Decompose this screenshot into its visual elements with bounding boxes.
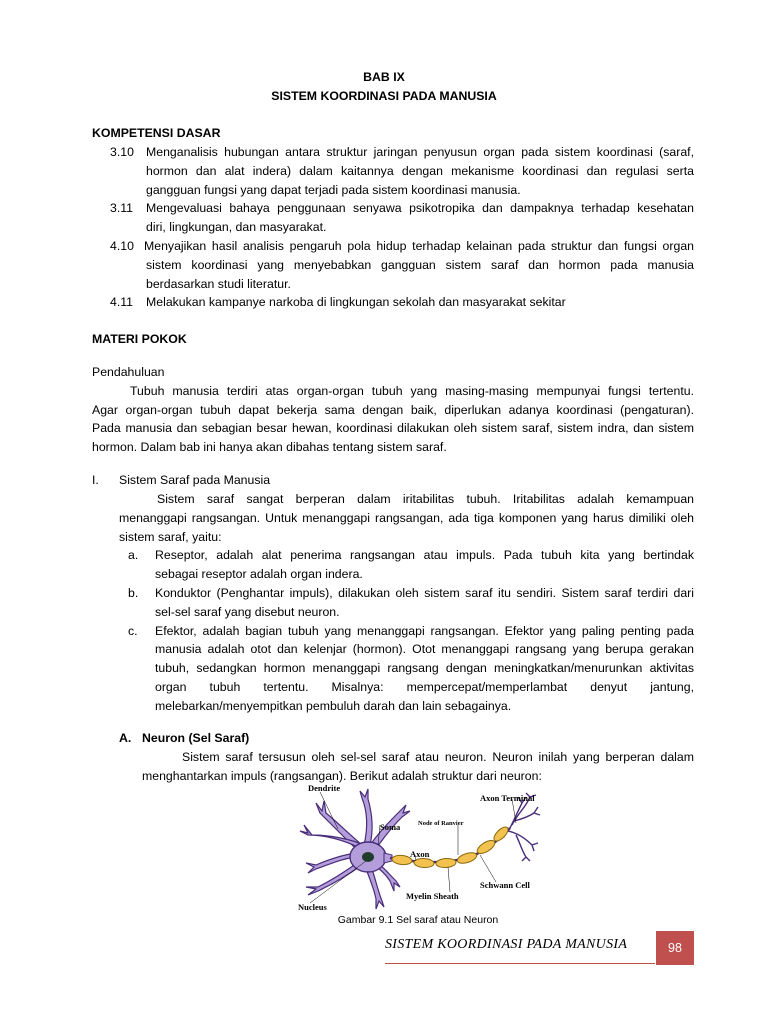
intro-line: hormon. Dalam bab ini hanya akan dibahas tentang sistem saraf. — [92, 440, 447, 454]
kd-line: sistem koordinasi yang menyebabkan gangguan sistem saraf dan hormon pada manusia — [146, 258, 694, 272]
kd-number: 3.10 — [110, 145, 134, 159]
label-soma: Soma — [380, 822, 401, 832]
section-heading: Sistem Saraf pada Manusia — [119, 473, 271, 487]
page-number: 98 — [668, 941, 682, 955]
section-line: menanggapi rangsangan. Untuk menanggapi rangsangan, ada tiga komponen yang harus dimiliki oleh — [119, 511, 694, 525]
list-letter: c. — [128, 624, 138, 638]
kd-line: diri, lingkungan, dan masyarakat. — [146, 220, 327, 234]
label-nucleus: Nucleus — [298, 902, 327, 912]
list-line: sebagai reseptor adalah organ indera. — [155, 567, 363, 581]
kd-line: Melakukan kampanye narkoba di lingkungan sekolah dan masyarakat sekitar — [146, 295, 566, 309]
list-line: sel-sel saraf yang disebut neuron. — [155, 605, 340, 619]
kd-line: hormon dan alat indera) dalam kaitannya dengan mekanisme koordinasi dan regulasi serta — [146, 164, 694, 178]
section-line: sistem saraf, yaitu: — [119, 530, 222, 544]
subsection-heading: Neuron (Sel Saraf) — [142, 731, 250, 745]
page-number-badge — [656, 931, 694, 965]
chapter-label: BAB IX — [363, 70, 405, 84]
figure-caption: Gambar 9.1 Sel saraf atau Neuron — [337, 914, 499, 926]
subsection-number: A. — [119, 731, 132, 745]
label-axon-terminal: Axon Terminal — [480, 793, 535, 803]
myelin-sheath — [392, 825, 511, 869]
section-number: I. — [92, 473, 99, 487]
label-node-of-ranvier: Node of Ranvier — [418, 820, 464, 827]
list-letter: b. — [128, 586, 139, 600]
kd-number: 3.11 — [110, 201, 134, 215]
kd-number: 4.10 — [110, 239, 134, 253]
intro-line: Pada manusia dan sebagian besar hewan, koordinasi dilakukan oleh sistem saraf, sistem indra, dan sistem — [92, 421, 694, 435]
kd-line: Menyajikan hasil analisis pengaruh pola hidup terhadap kelainan pada struktur dan fungsi organ — [144, 239, 694, 253]
kd-line: Mengevaluasi bahaya penggunaan senyawa psikotropika dan dampaknya terhadap kesehatan — [146, 201, 694, 215]
list-letter: a. — [128, 548, 139, 562]
list-line: tubuh, sedangkan hormon menanggapi rangsang dengan meningkatkan/menurunkan aktivitas — [155, 661, 694, 675]
neuron-figure — [290, 783, 550, 913]
section-line: Sistem saraf sangat berperan dalam iritabilitas tubuh. Iritabilitas adalah kemampuan — [157, 492, 694, 506]
chapter-title: SISTEM KOORDINASI PADA MANUSIA — [271, 89, 497, 103]
kd-line: gangguan fungsi yang dapat terjadi pada sistem koordinasi manusia. — [146, 183, 521, 197]
kd-line: Menganalisis hubungan antara struktur jaringan penyusun organ pada sistem koordinasi (saraf, — [146, 145, 694, 159]
neuron-diagram — [290, 783, 550, 913]
kd-number: 4.11 — [110, 295, 134, 309]
kd-line: berdasarkan studi literatur. — [146, 277, 291, 291]
subsection-line: menghantarkan impuls (rangsangan). Berikut adalah struktur dari neuron: — [142, 769, 542, 783]
intro-heading: Pendahuluan — [92, 365, 165, 379]
footer-title: SISTEM KOORDINASI PADA MANUSIA — [385, 937, 628, 952]
materi-heading: MATERI POKOK — [92, 332, 187, 346]
nucleus — [362, 852, 374, 862]
list-line: Reseptor, adalah alat penerima rangsangan atau impuls. Pada tubuh kita yang bertindak — [155, 548, 694, 562]
subsection-line: Sistem saraf tersusun oleh sel-sel saraf atau neuron. Neuron inilah yang berperan dalam — [182, 750, 694, 764]
list-line: organ tubuh tertentu. Misalnya: mempercepat/memperlambat denyut jantung, — [155, 680, 694, 694]
label-schwann-cell: Schwann Cell — [480, 880, 530, 890]
intro-line: Tubuh manusia terdiri atas organ-organ tubuh yang masing-masing mempunyai fungsi tertentu. — [130, 384, 694, 398]
label-dendrite: Dendrite — [308, 783, 341, 793]
list-line: Konduktor (Penghantar impuls), dilakukan oleh sistem saraf itu sendiri. Sistem saraf terdiri dari — [155, 586, 694, 600]
list-line: manusia adalah otot dan kelenjar (hormon). Otot menanggapi rangsang yang berupa gerakan — [155, 642, 694, 656]
list-line: Efektor, adalah bagian tubuh yang menanggapi rangsangan. Efektor yang paling penting pada — [155, 624, 694, 638]
label-axon: Axon — [410, 849, 430, 859]
label-myelin-sheath: Myelin Sheath — [406, 891, 459, 901]
footer-divider — [385, 963, 655, 964]
list-line: melebarkan/menyempitkan pembuluh darah dan lain sebagainya. — [155, 699, 512, 713]
kompetensi-heading: KOMPETENSI DASAR — [92, 126, 221, 140]
intro-line: Agar organ-organ tubuh dapat bekerja sama dengan baik, diperlukan adanya koordinasi (pengaturan). — [92, 403, 694, 417]
